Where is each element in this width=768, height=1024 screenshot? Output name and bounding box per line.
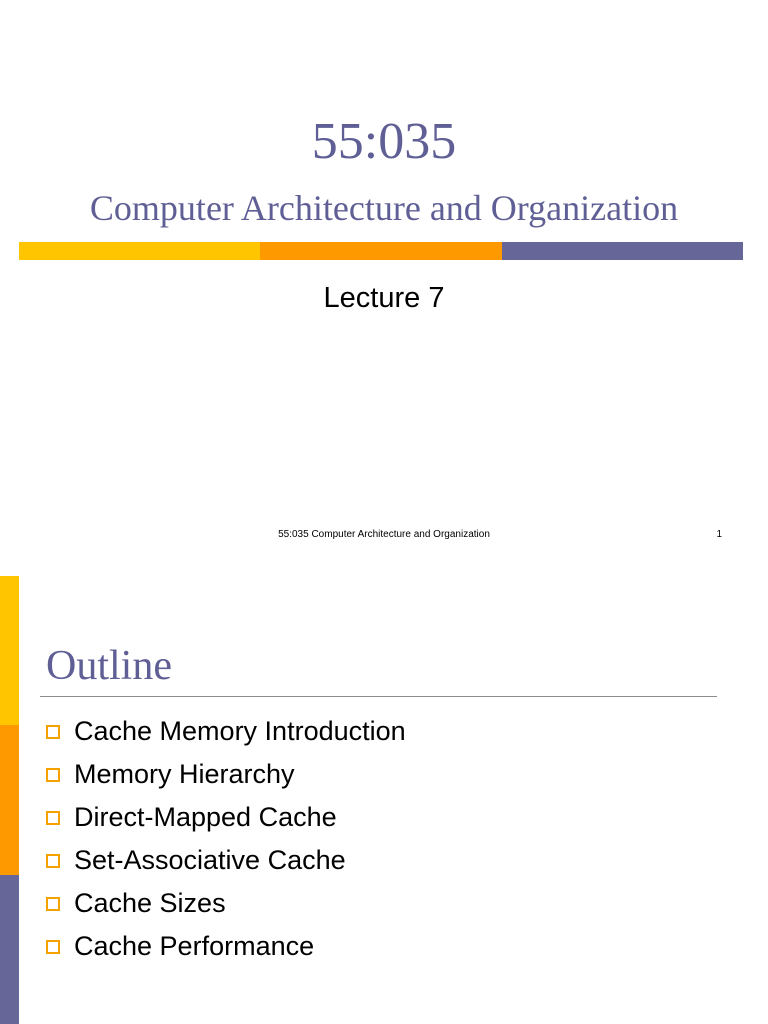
color-bar-purple <box>502 242 743 260</box>
list-item <box>46 796 406 839</box>
side-color-bar <box>0 576 19 1024</box>
list-item <box>46 882 406 925</box>
list-item <box>46 925 406 968</box>
list-item-label: Cache Memory Introduction <box>74 716 406 746</box>
outline-list <box>46 710 406 968</box>
list-item <box>46 839 406 882</box>
list-item-label: Direct-Mapped Cache <box>74 802 337 832</box>
slide-footer: 55:035 Computer Architecture and Organization <box>278 529 490 540</box>
slide-2 <box>0 576 768 1024</box>
square-bullet-icon <box>46 940 60 954</box>
slide-number: 1 <box>716 529 722 540</box>
color-bar-orange <box>260 242 501 260</box>
course-code: 55:035 <box>311 113 457 170</box>
list-item-label: Set-Associative Cache <box>74 845 346 875</box>
lecture-label: Lecture 7 <box>323 282 445 314</box>
side-bar-yellow <box>0 576 19 725</box>
square-bullet-icon <box>46 854 60 868</box>
list-item <box>46 710 406 753</box>
side-bar-purple <box>0 875 19 1024</box>
side-bar-orange <box>0 725 19 874</box>
title-color-bar <box>19 242 743 260</box>
list-item-label: Memory Hierarchy <box>74 759 295 789</box>
list-item-label: Cache Sizes <box>74 888 226 918</box>
heading-divider <box>40 696 717 697</box>
outline-heading: Outline <box>46 643 172 689</box>
square-bullet-icon <box>46 725 60 739</box>
square-bullet-icon <box>46 897 60 911</box>
square-bullet-icon <box>46 811 60 825</box>
list-item <box>46 753 406 796</box>
color-bar-yellow <box>19 242 260 260</box>
square-bullet-icon <box>46 768 60 782</box>
course-title: Computer Architecture and Organization <box>89 188 679 228</box>
list-item-label: Cache Performance <box>74 931 315 961</box>
